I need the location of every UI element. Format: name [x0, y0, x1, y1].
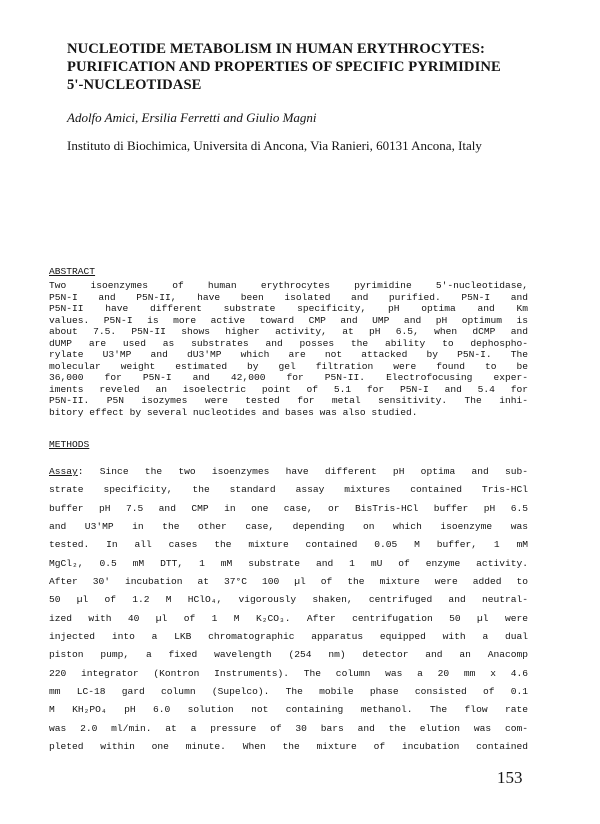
- author-list: Adolfo Amici, Ersilia Ferretti and Giulio Magni: [67, 110, 317, 125]
- paper-title: [67, 40, 567, 94]
- abstract-line: dUMP are used as substrates and posses the ability to dephospho-: [49, 337, 528, 349]
- methods-line: pleted within one minute. When the mixture of incubation contained: [49, 741, 528, 753]
- methods-line: MgCl₂, 0.5 mM DTT, 1 mM substrate and 1 mU of enzyme activity.: [49, 557, 528, 569]
- methods-line: tested. In all cases the mixture contained 0.05 M buffer, 1 mM: [49, 539, 528, 551]
- title-line: 5'-NUCLEOTIDASE: [67, 77, 202, 93]
- methods-heading: METHODS: [49, 439, 90, 450]
- methods-line: buffer pH 7.5 and CMP in one case, or BisTris-HCl buffer pH 6.5: [49, 502, 528, 514]
- abstract-line: molecular weight estimated by gel filtration were found to be: [49, 360, 528, 372]
- methods-line: piston pump, a fixed wavelength (254 nm) detector and an Anacomp: [49, 649, 528, 661]
- methods-line: was 2.0 ml/min. at a pressure of 30 bars and the elution was com-: [49, 722, 528, 734]
- assay-label: Assay: [49, 466, 78, 477]
- abstract-line: values. P5N-I is more active toward CMP and UMP and pH optimum is: [49, 314, 528, 326]
- abstract-line: bitory effect by several nucleotides and bases was also studied.: [49, 406, 418, 418]
- abstract-heading: ABSTRACT: [49, 266, 96, 277]
- methods-line: strate specificity, the standard assay mixtures contained Tris-HCl: [49, 484, 528, 496]
- title-line: PURIFICATION AND PROPERTIES OF SPECIFIC PYRIMIDINE: [67, 59, 501, 75]
- abstract-line: about 7.5. P5N-II shows higher activity, at pH 6.5, when dCMP and: [49, 326, 528, 337]
- methods-line: ized with 40 µl of 1 M K₂CO₃. After centrifugation 50 µl were: [49, 612, 528, 624]
- methods-body: [49, 463, 528, 757]
- methods-line: mm LC-18 gard column (Supelco). The mobile phase consisted of 0.1: [49, 686, 528, 698]
- abstract-line: P5N-II. P5N isozymes were tested for metal sensitivity. The inhi-: [49, 395, 528, 406]
- abstract-line: 36,000 for P5N-I and 42,000 for P5N-II. Electrofocusing exper-: [49, 372, 528, 383]
- methods-line: 220 integrator (Kontron Instruments). The column was a 20 mm x 4.6: [49, 667, 528, 679]
- methods-line: [49, 463, 528, 481]
- abstract-line: Two isoenzymes of human erythrocytes pyrimidine 5'-nucleotidase,: [49, 280, 528, 291]
- methods-line: After 30' incubation at 37°C 100 µl of the mixture were added to: [49, 576, 528, 588]
- methods-line: 50 µl of 1.2 M HClO₄, vigorously shaken, centrifuged and neutral-: [49, 594, 528, 606]
- abstract-body: [49, 280, 528, 418]
- methods-line: and U3'MP in the other case, depending on which isoenzyme was: [49, 521, 528, 533]
- abstract-line: P5N-II have different substrate specificity, pH optima and Km: [49, 303, 528, 314]
- methods-line: M KH₂PO₄ pH 6.0 solution not containing methanol. The flow rate: [49, 704, 528, 716]
- page-number: 153: [497, 768, 523, 787]
- abstract-line: rylate U3'MP and dU3'MP which are not attacked by P5N-I. The: [49, 349, 528, 360]
- methods-line: injected into a LKB chromatographic apparatus equipped with a dual: [49, 631, 528, 643]
- abstract-line: iments reveled an isoelectric point of 5.1 for P5N-I and 5.4 for: [49, 383, 528, 395]
- methods-line-text: : Since the two isoenzymes have different pH optima and sub-: [77, 466, 528, 477]
- abstract-line: P5N-I and P5N-II, have been isolated and purified. P5N-I and: [49, 291, 528, 303]
- title-line: NUCLEOTIDE METABOLISM IN HUMAN ERYTHROCYTES:: [67, 41, 485, 57]
- affiliation: Instituto di Biochimica, Universita di Ancona, Via Ranieri, 60131 Ancona, Italy: [67, 138, 482, 153]
